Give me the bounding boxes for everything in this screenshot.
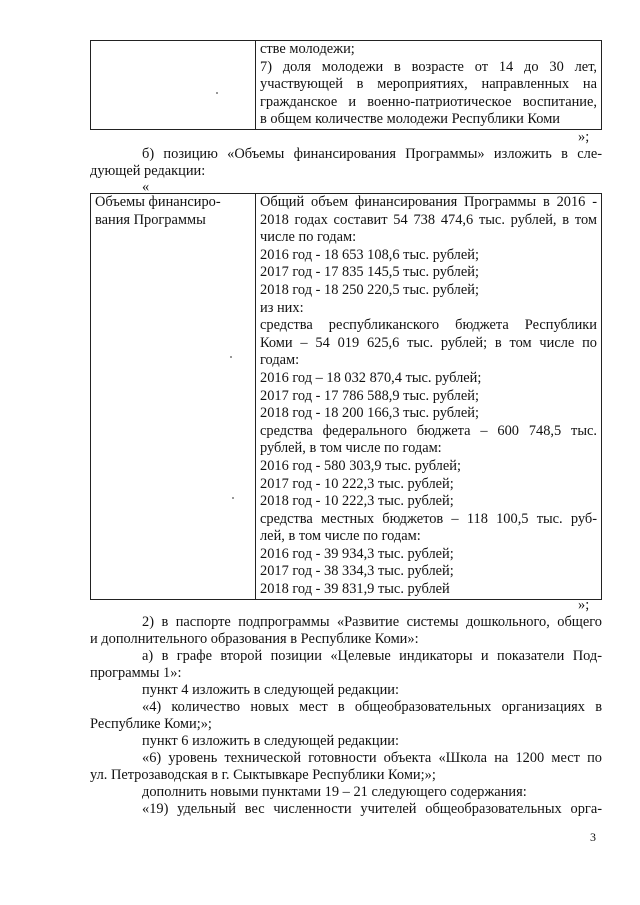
financing-line: рублей, в том числе по годам: [260,440,442,457]
financing-line: 2018 год - 18 200 166,3 тыс. рублей; [260,405,479,422]
financing-label-line: вания Программы [95,211,206,228]
point-6-intro: пункт 6 изложить в следующей редакции: [142,733,399,749]
paragraph-a-line2: программы 1»: [90,665,182,681]
financing-line: 2018 год - 18 250 220,5 тыс. рублей; [260,281,479,298]
financing-line: 2018 год - 10 222,3 тыс. рублей; [260,493,454,510]
financing-line: 2017 год - 38 334,3 тыс. рублей; [260,563,454,580]
closing-quote: »; [578,597,590,613]
table1-line: стве молодежи; [260,41,355,57]
financing-line: средства федерального бюджета – 600 748,5 тыс. [260,422,597,439]
table1-right-cell [256,41,602,130]
point-19-text: «19) удельный вес численности учителей общеобразовательных орга- [142,801,602,817]
scan-speck [230,356,232,358]
indicators-table-continued [90,40,602,130]
table1-line: 7) доля молодежи в возрасте от 14 до 30 лет, [260,58,597,75]
paragraph-2-line2: и дополнительного образования в Республике Коми»: [90,631,419,647]
financing-label-line: Объемы финансиро- [95,194,221,210]
page-number: 3 [590,830,596,844]
financing-line: средства местных бюджетов – 118 100,5 тыс. руб- [260,510,597,527]
financing-line: 2018 годах составит 54 738 474,6 тыс. рублей, в том [260,211,597,228]
table1-line: гражданское и военно-патриотическое воспитание, [260,93,597,110]
add-points-intro: дополнить новыми пунктами 19 – 21 следующего содержания: [142,784,527,800]
financing-line: лей, в том числе по годам: [260,528,421,545]
opening-quote: « [142,179,150,195]
point-6-text-line2: ул. Петрозаводская в г. Сыктывкаре Республики Коми;»; [90,767,436,783]
table1-line: участвующей в мероприятиях, направленных на [260,76,597,93]
financing-table [90,193,602,600]
financing-line: 2016 год - 39 934,3 тыс. рублей; [260,545,454,562]
financing-line: 2016 год - 580 303,9 тыс. рублей; [260,457,461,474]
financing-line: 2017 год - 10 222,3 тыс. рублей; [260,475,454,492]
paragraph-b-line1: б) позицию «Объемы финансирования Программы» изложить в сле- [142,146,602,162]
financing-line: Общий объем финансирования Программы в 2016 - [260,194,597,210]
scan-speck [232,497,234,499]
point-4-text-line1: «4) количество новых мест в общеобразовательных организациях в [142,699,602,715]
table1-left-cell [91,41,256,130]
financing-line: средства республиканского бюджета Республики [260,317,597,334]
financing-line: 2018 год - 39 831,9 тыс. рублей [260,581,450,598]
financing-line: из них: [260,299,304,316]
financing-line: 2017 год - 17 786 588,9 тыс. рублей; [260,387,479,404]
paragraph-b-line2: дующей редакции: [90,163,206,179]
financing-line: Коми – 54 019 625,6 тыс. рублей; в том числе по [260,334,597,351]
financing-line: числе по годам: [260,229,357,246]
table1-line: в общем количестве молодежи Республики Коми [260,111,561,128]
financing-line: 2016 год - 18 653 108,6 тыс. рублей; [260,246,479,263]
paragraph-2-line1: 2) в паспорте подпрограммы «Развитие системы дошкольного, общего [142,614,602,630]
financing-line: 2016 год – 18 032 870,4 тыс. рублей; [260,369,482,386]
closing-quote: »; [578,129,590,145]
point-4-text-line2: Республике Коми;»; [90,716,212,732]
paragraph-a-line1: а) в графе второй позиции «Целевые индикаторы и показатели Под- [142,648,602,664]
point-4-intro: пункт 4 изложить в следующей редакции: [142,682,399,698]
financing-value-cell [256,194,602,600]
financing-line: годам: [260,352,300,369]
scan-speck [216,92,218,94]
financing-label-cell [91,194,256,600]
financing-line: 2017 год - 17 835 145,5 тыс. рублей; [260,264,479,281]
point-6-text-line1: «6) уровень технической готовности объекта «Школа на 1200 мест по [142,750,602,766]
